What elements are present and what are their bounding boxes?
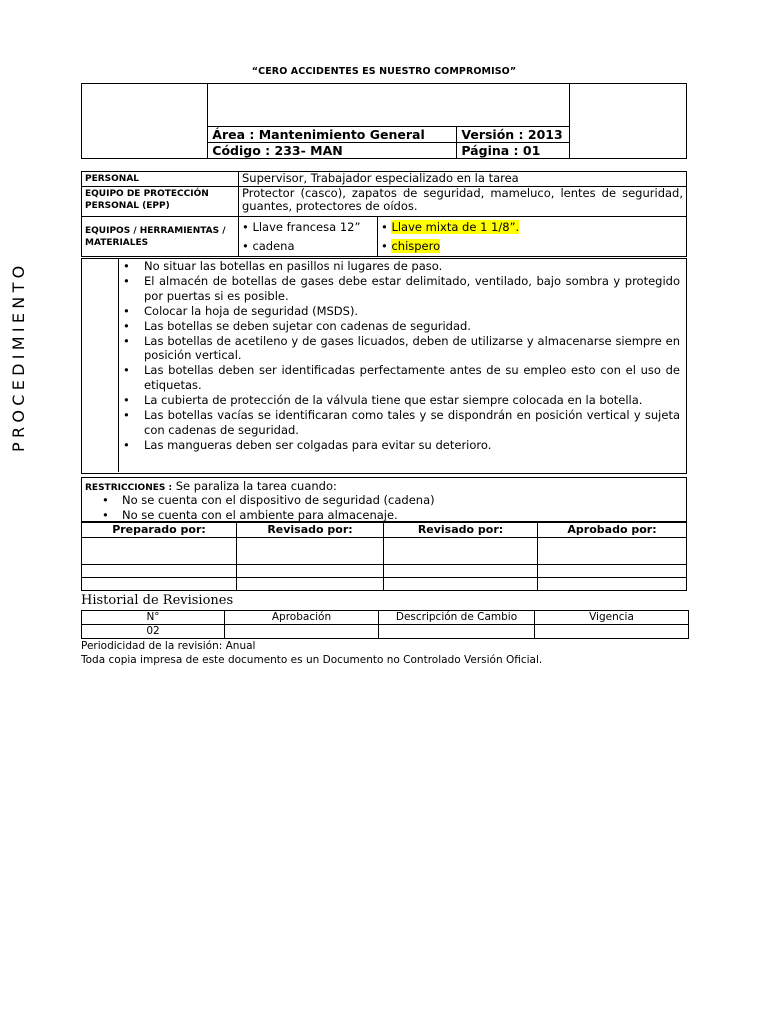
name-cell [237, 565, 384, 578]
procedure-step: • Las botellas deben ser identificadas perfectamente antes de su empleo esto con el uso de etiquetas. [120, 363, 680, 393]
signatures-table [81, 521, 687, 591]
equipos-column-1 [239, 217, 378, 257]
personal-label: PERSONAL [82, 172, 239, 187]
equipos-item-highlighted: • chispero [381, 239, 441, 253]
pagina-field: Página : 01 [457, 143, 569, 159]
revisado-header: Revisado por: [237, 522, 384, 538]
historial-cell [379, 625, 535, 639]
header-right-cell [569, 84, 686, 159]
procedure-step: • Las botellas de acetileno y de gases licuados, deben de utilizarse y almacenarse siempre en posición vertical. [120, 334, 680, 364]
historial-cell [535, 625, 689, 639]
highlighted-text: Llave mixta de 1 1/8”. [391, 220, 520, 234]
date-cell [538, 578, 687, 591]
procedure-step: • Las botellas se deben sujetar con cadenas de seguridad. [120, 319, 680, 334]
historial-table [81, 610, 689, 639]
date-cell [384, 578, 538, 591]
aprobado-header: Aprobado por: [538, 522, 687, 538]
task-info-table [81, 171, 687, 257]
restriction-item: • No se cuenta con el ambiente para almacenaje. [102, 508, 398, 522]
revisado-header-2: Revisado por: [384, 522, 538, 538]
preparado-header: Preparado por: [82, 522, 237, 538]
procedimiento-side-cell [81, 258, 119, 472]
procedure-step: • Las botellas vacías se identificaran como tales y se dispondrán en posición vertical y sujeta con cadenas de seguridad. [120, 408, 680, 438]
historial-col-header: Descripción de Cambio [379, 611, 535, 625]
equipos-item-highlighted: • Llave mixta de 1 1/8”. [381, 220, 520, 234]
historial-col-header: Vigencia [535, 611, 689, 625]
signature-cell [384, 538, 538, 565]
highlighted-text: chispero [391, 239, 441, 253]
procedure-step: • No situar las botellas en pasillos ni lugares de paso. [120, 259, 680, 274]
restricciones-label: RESTRICCIONES : [85, 483, 173, 493]
epp-value: Protector (casco), zapatos de seguridad, mameluco, lentes de seguridad, guantes, protectores de oídos. [239, 187, 687, 217]
document-header-table [81, 83, 687, 159]
personal-value: Supervisor, Trabajador especializado en la tarea [239, 172, 687, 187]
area-field: Área : Mantenimiento General [208, 127, 457, 143]
signature-cell [82, 538, 237, 565]
date-cell [237, 578, 384, 591]
signature-cell [538, 538, 687, 565]
procedimiento-list [120, 259, 680, 453]
periodicidad-text: Periodicidad de la revisión: Anual [81, 640, 256, 652]
restricciones-heading [85, 479, 337, 493]
historial-col-header: N° [82, 611, 225, 625]
document-motto: “CERO ACCIDENTES ES NUESTRO COMPROMISO” [251, 66, 517, 77]
historial-col-header: Aprobación [225, 611, 379, 625]
procedure-step: • Las mangueras deben ser colgadas para evitar su deterioro. [120, 438, 680, 453]
equipos-label: EQUIPOS / HERRAMIENTAS / MATERIALES [82, 217, 239, 257]
procedure-step: • Colocar la hoja de seguridad (MSDS). [120, 304, 680, 319]
name-cell [82, 565, 237, 578]
version-field: Versión : 2013 [457, 127, 569, 143]
restricciones-box [81, 477, 687, 523]
equipos-item: • Llave francesa 12” [242, 220, 361, 234]
procedure-step: • La cubierta de protección de la válvula tiene que estar siempre colocada en la botella. [120, 393, 680, 408]
signature-cell [237, 538, 384, 565]
copia-nota-text: Toda copia impresa de este documento es un Documento no Controlado Versión Oficial. [81, 654, 543, 666]
restricciones-text: Se paraliza la tarea cuando: [172, 479, 337, 493]
historial-cell: 02 [82, 625, 225, 639]
restriction-item: • No se cuenta con el dispositivo de seguridad (cadena) [102, 493, 435, 507]
equipos-item: • cadena [242, 239, 295, 253]
epp-label: EQUIPO DE PROTECCIÓN PERSONAL (EPP) [82, 187, 239, 217]
name-cell [384, 565, 538, 578]
procedimiento-vertical-label: PROCEDIMIENTO [9, 261, 28, 452]
restriction-text: No se cuenta con el dispositivo de seguridad (cadena) [122, 493, 435, 507]
historial-cell [225, 625, 379, 639]
logo-cell [82, 84, 208, 159]
restriction-text: No se cuenta con el ambiente para almacenaje. [122, 508, 398, 522]
name-cell [538, 565, 687, 578]
equipos-column-2 [378, 217, 687, 257]
codigo-field: Código : 233- MAN [208, 143, 457, 159]
procedure-step: • El almacén de botellas de gases debe estar delimitado, ventilado, bajo sombra y protegido por puertas si es posible. [120, 274, 680, 304]
historial-title: Historial de Revisiones [81, 593, 234, 608]
date-cell [82, 578, 237, 591]
title-cell [208, 84, 569, 127]
